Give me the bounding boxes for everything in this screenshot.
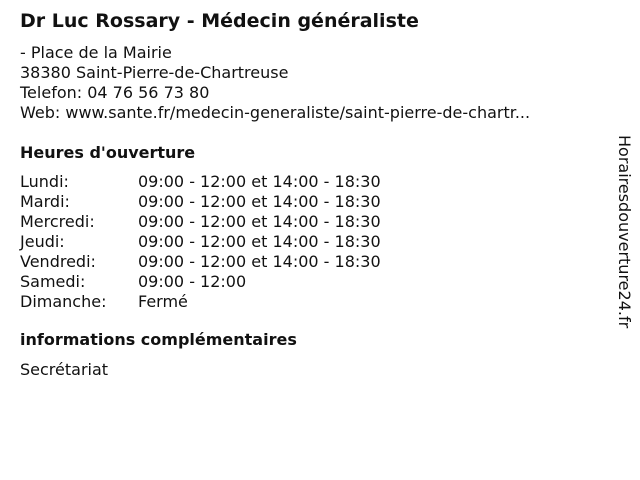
additional-info-text: Secrétariat bbox=[20, 360, 109, 379]
opening-time: 09:00 - 12:00 et 14:00 - 18:30 bbox=[138, 212, 381, 231]
business-title: Dr Luc Rossary - Médecin généraliste bbox=[20, 10, 419, 32]
opening-time: Fermé bbox=[138, 292, 188, 311]
day-label: Vendredi: bbox=[20, 252, 96, 271]
day-label: Mercredi: bbox=[20, 212, 95, 231]
opening-time: 09:00 - 12:00 et 14:00 - 18:30 bbox=[138, 232, 381, 251]
day-label: Dimanche: bbox=[20, 292, 107, 311]
day-label: Jeudi: bbox=[20, 232, 65, 251]
opening-time: 09:00 - 12:00 et 14:00 - 18:30 bbox=[138, 172, 381, 191]
additional-info-heading: informations complémentaires bbox=[20, 330, 297, 349]
city-line: 38380 Saint-Pierre-de-Chartreuse bbox=[20, 63, 289, 82]
opening-time: 09:00 - 12:00 bbox=[138, 272, 247, 291]
day-label: Lundi: bbox=[20, 172, 69, 191]
opening-time: 09:00 - 12:00 et 14:00 - 18:30 bbox=[138, 252, 381, 271]
hours-row-wednesday bbox=[20, 212, 600, 232]
website-line: Web: www.sante.fr/medecin-generaliste/saint-pierre-de-chartr... bbox=[20, 103, 531, 122]
opening-time: 09:00 - 12:00 et 14:00 - 18:30 bbox=[138, 192, 381, 211]
hours-heading: Heures d'ouverture bbox=[20, 143, 196, 162]
day-label: Samedi: bbox=[20, 272, 86, 291]
address-line: - Place de la Mairie bbox=[20, 43, 172, 62]
day-label: Mardi: bbox=[20, 192, 70, 211]
hours-row-saturday bbox=[20, 272, 600, 292]
hours-row-thursday bbox=[20, 232, 600, 252]
site-watermark: Horairesdouverture24.fr bbox=[615, 135, 634, 329]
hours-row-tuesday bbox=[20, 192, 600, 212]
hours-row-monday bbox=[20, 172, 600, 192]
hours-row-sunday bbox=[20, 292, 600, 312]
business-card bbox=[20, 8, 600, 380]
phone-line: Telefon: 04 76 56 73 80 bbox=[20, 83, 210, 102]
hours-list bbox=[20, 172, 600, 312]
hours-row-friday bbox=[20, 252, 600, 272]
